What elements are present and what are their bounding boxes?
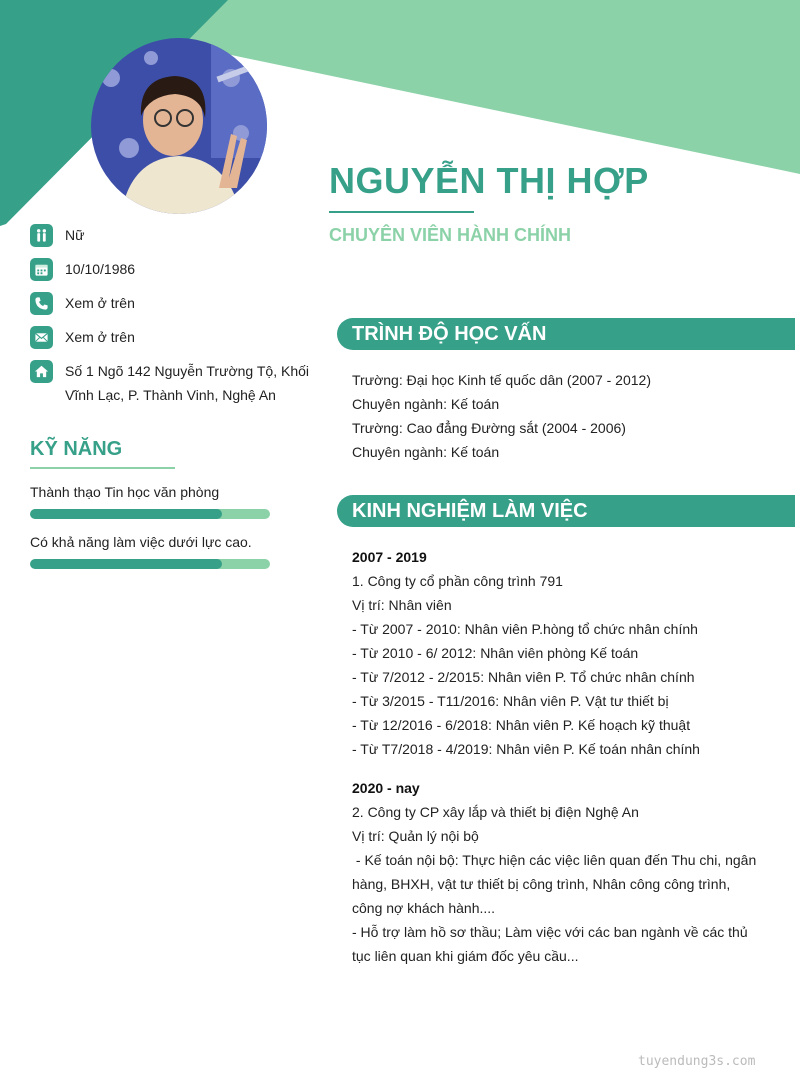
education-line: Chuyên ngành: Kế toán [352, 444, 500, 460]
job-line: - Từ 12/2016 - 6/2018: Nhân viên P. Kế hoạch kỹ thuật [352, 717, 691, 733]
experience-header [337, 495, 795, 527]
contact-birthday [30, 258, 135, 281]
contact-phone [30, 292, 135, 315]
job-line: - Hỗ trợ làm hồ sơ thầu; Làm việc với các ban ngành về các thủ tục liên quan khi giám đốc yêu cầu... [352, 924, 748, 964]
watermark: tuyendung3s.com [638, 1054, 756, 1069]
skill-bar-fill [30, 559, 222, 569]
job-line: Vị trí: Nhân viên [352, 597, 452, 613]
birthday-text: 10/10/1986 [65, 261, 136, 277]
contact-gender [30, 224, 84, 247]
phone-text: Xem ở trên [65, 295, 135, 311]
address-text: Số 1 Ngõ 142 Nguyễn Trường Tộ, Khối Vĩnh Lạc, P. Thành Vinh, Nghệ An [65, 363, 309, 403]
phone-icon [30, 292, 53, 315]
job-period: 2020 - nay [352, 780, 420, 796]
job-line: - Kế toán nội bộ: Thực hiện các việc liên quan đến Thu chi, ngân hàng, BHXH, vật tư thiết bị công trình, Nhân công công trình, công nợ khách hành.... [352, 852, 761, 916]
skill-label: Có khả năng làm việc dưới lực cao. [30, 534, 252, 550]
education-line: Trường: Cao đẳng Đường sắt (2004 - 2006) [352, 420, 626, 436]
experience-section [352, 545, 762, 968]
job-line: 1. Công ty cổ phần công trình 791 [352, 573, 563, 589]
email-text: Xem ở trên [65, 329, 135, 345]
name-divider [329, 211, 474, 213]
skills-title: KỸ NĂNG [30, 438, 123, 460]
education-line: Chuyên ngành: Kế toán [352, 396, 500, 412]
email-icon [30, 326, 53, 349]
job-line: - Từ 2007 - 2010: Nhân viên P.hòng tổ chức nhân chính [352, 621, 698, 637]
gender-text: Nữ [65, 227, 85, 243]
job-entry [352, 545, 762, 761]
job-period: 2007 - 2019 [352, 549, 427, 565]
skill-bar [30, 509, 270, 519]
contact-address [30, 360, 320, 407]
education-title: TRÌNH ĐỘ HỌC VẤN [352, 322, 547, 345]
contact-email [30, 326, 135, 349]
skill-bar-fill [30, 509, 222, 519]
education-line: Trường: Đại học Kinh tế quốc dân (2007 - 2012) [352, 372, 651, 388]
job-line: - Từ 2010 - 6/ 2012: Nhân viên phòng Kế toán [352, 645, 639, 661]
job-line: - Từ T7/2018 - 4/2019: Nhân viên P. Kế toán nhân chính [352, 741, 700, 757]
gender-icon [30, 224, 53, 247]
job-line: - Từ 3/2015 - T11/2016: Nhân viên P. Vật tư thiết bị [352, 693, 669, 709]
candidate-name: NGUYỄN THỊ HỢP [329, 160, 649, 201]
profile-photo [91, 38, 267, 214]
skills-divider [30, 467, 175, 469]
job-line: - Từ 7/2012 - 2/2015: Nhân viên P. Tổ chức nhân chính [352, 669, 695, 685]
home-icon [30, 360, 53, 383]
education-header [337, 318, 795, 350]
calendar-icon [30, 258, 53, 281]
experience-title: KINH NGHIỆM LÀM VIỆC [352, 499, 588, 522]
skill-label: Thành thạo Tin học văn phòng [30, 484, 220, 500]
skill-bar [30, 559, 270, 569]
job-title: CHUYÊN VIÊN HÀNH CHÍNH [329, 225, 572, 245]
job-line: Vị trí: Quản lý nội bộ [352, 828, 479, 844]
education-section [352, 368, 772, 464]
job-entry [352, 776, 762, 968]
job-line: 2. Công ty CP xây lắp và thiết bị điện Nghệ An [352, 804, 639, 820]
